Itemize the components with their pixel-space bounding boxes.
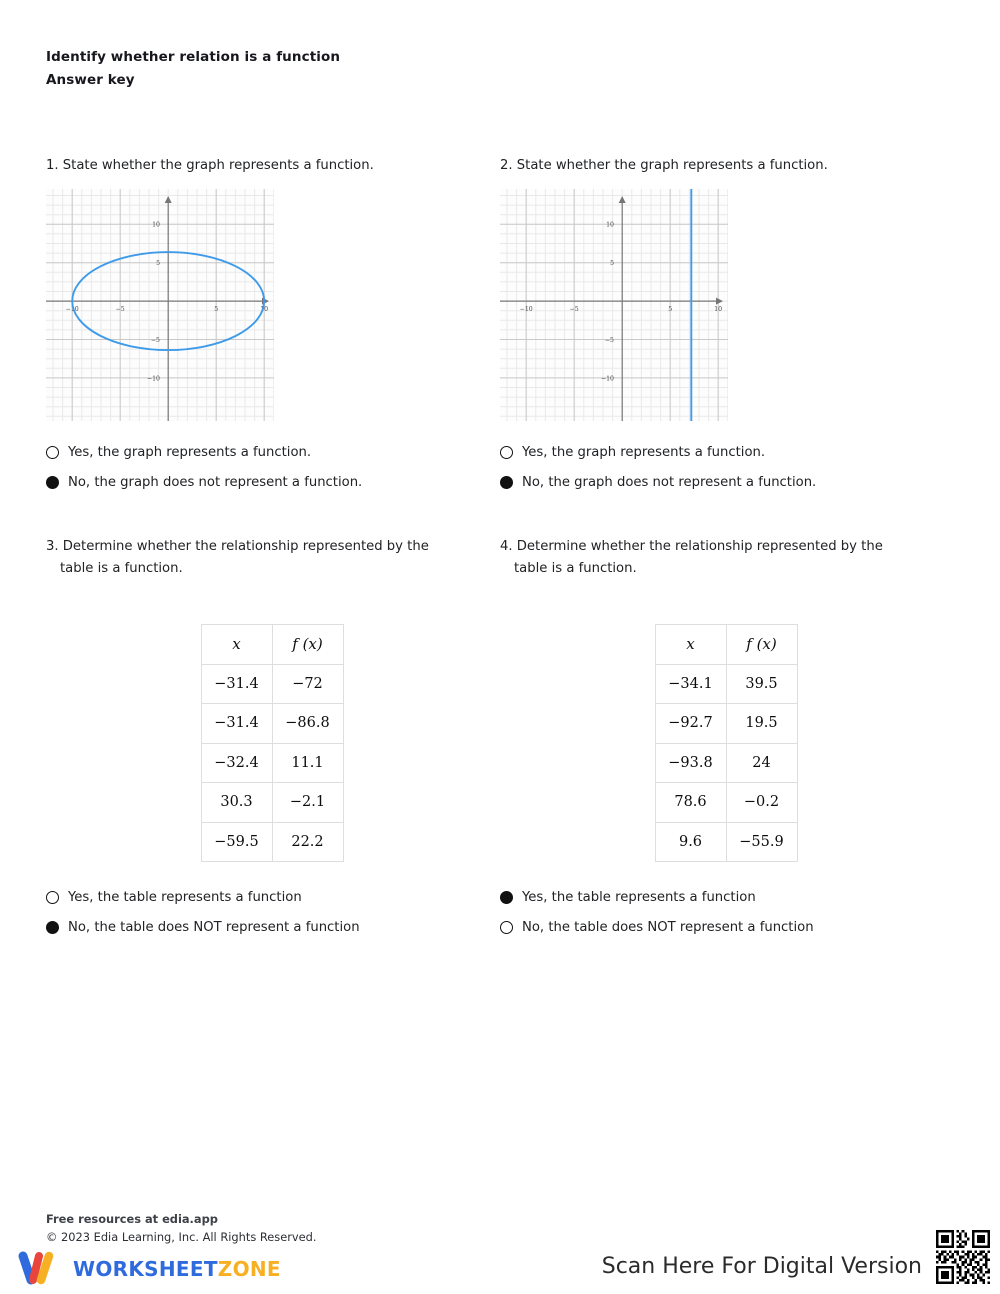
question-2-graph [500,189,728,421]
cell-x: −93.8 [655,743,726,783]
svg-text:−5: −5 [115,306,125,313]
footer-attribution [46,1211,317,1246]
question-4-choices [500,882,952,942]
question-1-choices [46,437,498,497]
table-header-fx: f (x) [726,625,797,665]
table-row [201,704,343,744]
svg-text:5: 5 [668,306,673,313]
svg-text:−5: −5 [604,337,614,344]
choice-label: No, the graph does not represent a function. [68,474,363,490]
cell-x: −92.7 [655,704,726,744]
qr-code[interactable] [932,1226,994,1288]
table-row [201,664,343,704]
table-row [655,664,797,704]
table-header-row [655,625,797,665]
cell-fx: 22.2 [272,822,343,862]
worksheet-zone-logo[interactable] [18,1250,281,1288]
question-3-choices [46,882,498,942]
footer-resources: Free resources at edia.app [46,1212,218,1226]
cell-fx: −55.9 [726,822,797,862]
ellipse-graph-svg [46,189,274,421]
question-3-prompt-line1: 3. Determine whether the relationship represented by the [46,539,429,554]
choice-yes[interactable] [500,882,952,912]
svg-text:10: 10 [152,221,160,229]
cell-x: 30.3 [201,783,272,823]
table-row [655,822,797,862]
cell-x: 78.6 [655,783,726,823]
page-header [46,46,340,92]
question-2-choices [500,437,952,497]
svg-text:−10: −10 [600,375,614,383]
cell-fx: −86.8 [272,704,343,744]
svg-text:−5: −5 [150,337,160,344]
choice-yes[interactable] [46,882,498,912]
footer-copyright: © 2023 Edia Learning, Inc. All Rights Reserved. [46,1229,317,1244]
svg-text:10: 10 [260,306,269,313]
radio-unselected-icon[interactable] [46,891,59,904]
logo-zone-text: ZONE [217,1257,281,1281]
cell-x: −31.4 [201,664,272,704]
question-4-prompt [500,514,952,602]
cell-x: −32.4 [201,743,272,783]
worksheetzone-w-mark-icon [18,1250,64,1288]
question-3-table-holder [46,624,498,862]
radio-unselected-icon[interactable] [500,446,513,459]
choice-label: Yes, the table represents a function [522,889,756,905]
svg-text:−10: −10 [146,375,160,383]
table-row [201,743,343,783]
footer-brand-bar [0,1248,1000,1294]
radio-selected-icon[interactable] [500,891,513,904]
cell-fx: 24 [726,743,797,783]
radio-unselected-icon[interactable] [500,921,513,934]
question-2 [500,155,952,497]
radio-selected-icon[interactable] [46,921,59,934]
svg-text:5: 5 [214,306,219,313]
table-row [655,704,797,744]
table-row [201,783,343,823]
cell-fx: 19.5 [726,704,797,744]
question-2-prompt: 2. State whether the graph represents a function. [500,158,828,173]
table-header-row [201,625,343,665]
cell-x: −59.5 [201,822,272,862]
choice-label: Yes, the graph represents a function. [522,444,766,460]
choice-label: No, the graph does not represent a function. [522,474,817,490]
scan-prompt-text: Scan Here For Digital Version [601,1254,922,1279]
choice-no[interactable] [500,912,952,942]
question-3 [46,514,498,942]
cell-fx: −0.2 [726,783,797,823]
cell-x: 9.6 [655,822,726,862]
page-subtitle: Answer key [46,72,135,88]
table-row [201,822,343,862]
radio-selected-icon[interactable] [46,476,59,489]
table-row [655,783,797,823]
table-header-x: x [201,625,272,665]
logo-wordmark [73,1257,281,1281]
question-4-prompt-line1: 4. Determine whether the relationship represented by the [500,539,883,554]
question-1 [46,155,498,497]
cell-x: −31.4 [201,704,272,744]
question-4-table [655,624,798,862]
question-1-graph [46,189,274,421]
svg-text:5: 5 [610,260,614,267]
choice-no[interactable] [500,467,952,497]
choice-label: Yes, the table represents a function [68,889,302,905]
choice-label: No, the table does NOT represent a function [522,919,814,935]
svg-text:−10: −10 [519,306,533,313]
qr-code-icon [936,1230,990,1284]
question-4-table-holder [500,624,952,862]
question-4 [500,514,952,942]
svg-text:5: 5 [156,260,160,267]
question-3-prompt-line2: table is a function. [60,561,183,576]
radio-unselected-icon[interactable] [46,446,59,459]
svg-text:−5: −5 [569,306,579,313]
choice-no[interactable] [46,912,498,942]
svg-text:−10: −10 [65,306,79,313]
table-header-fx: f (x) [272,625,343,665]
question-3-prompt [46,514,498,602]
choice-label: Yes, the graph represents a function. [68,444,312,460]
question-3-table [201,624,344,862]
choice-no[interactable] [46,467,498,497]
radio-selected-icon[interactable] [500,476,513,489]
table-row [655,743,797,783]
cell-fx: 39.5 [726,664,797,704]
choice-label: No, the table does NOT represent a function [68,919,360,935]
choice-yes[interactable] [46,437,498,467]
cell-fx: 11.1 [272,743,343,783]
choice-yes[interactable] [500,437,952,467]
svg-text:10: 10 [606,221,614,229]
question-1-prompt: 1. State whether the graph represents a function. [46,158,374,173]
logo-worksheet-text: WORKSHEET [73,1257,218,1281]
cell-fx: −2.1 [272,783,343,823]
table-header-x: x [655,625,726,665]
cell-fx: −72 [272,664,343,704]
svg-text:10: 10 [714,306,723,313]
cell-x: −34.1 [655,664,726,704]
vertical-line-graph-svg [500,189,728,421]
page-title: Identify whether relation is a function [46,49,341,65]
question-4-prompt-line2: table is a function. [514,561,637,576]
